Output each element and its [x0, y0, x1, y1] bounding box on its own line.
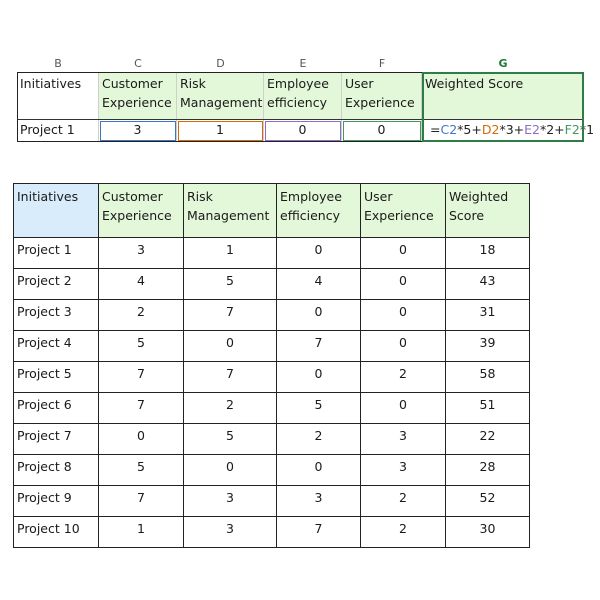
table-row [14, 455, 530, 486]
score-cell: 2 [361, 486, 446, 517]
table-header-row [14, 184, 530, 238]
table-header-cell: Weighted Score [446, 184, 530, 238]
column-letter-g[interactable]: G [498, 57, 508, 70]
score-cell: 5 [184, 424, 277, 455]
score-cell: 0 [184, 455, 277, 486]
score-cell: 2 [361, 362, 446, 393]
score-cell: 1 [184, 238, 277, 269]
weighted-score-cell: 31 [446, 300, 530, 331]
snippet-cell[interactable]: 1 [177, 120, 264, 142]
table-header-cell: Initiatives [14, 184, 99, 238]
score-cell: 7 [184, 362, 277, 393]
weighted-score-cell: 39 [446, 331, 530, 362]
score-cell: 4 [99, 269, 184, 300]
score-cell: 2 [184, 393, 277, 424]
table-row [14, 424, 530, 455]
table-row [14, 269, 530, 300]
initiative-name-cell: Project 3 [14, 300, 99, 331]
snippet-cell[interactable]: 0 [342, 120, 422, 142]
snippet-header-cell[interactable]: Initiatives [17, 72, 99, 120]
formula-ref-d2: D2 [481, 122, 500, 137]
column-letter-c[interactable]: C [134, 57, 142, 70]
initiative-name-cell: Project 9 [14, 486, 99, 517]
table-row [14, 393, 530, 424]
table-header-cell: Employee efficiency [277, 184, 361, 238]
initiative-name-cell: Project 2 [14, 269, 99, 300]
formula-operator: *1 [579, 122, 595, 137]
score-cell: 7 [277, 517, 361, 548]
initiative-name-cell: Project 10 [14, 517, 99, 548]
formula-operator: *2+ [539, 122, 565, 137]
weighted-score-cell: 58 [446, 362, 530, 393]
score-cell: 0 [277, 238, 361, 269]
spreadsheet-snippet [17, 72, 595, 142]
score-cell: 4 [277, 269, 361, 300]
score-cell: 2 [99, 300, 184, 331]
score-cell: 0 [277, 362, 361, 393]
score-cell: 5 [277, 393, 361, 424]
weighted-score-cell: 28 [446, 455, 530, 486]
table-header-cell: Customer Experience [99, 184, 184, 238]
snippet-cell[interactable]: Project 1 [17, 120, 99, 142]
score-cell: 7 [99, 362, 184, 393]
snippet-cell[interactable]: 0 [264, 120, 342, 142]
table-row [14, 517, 530, 548]
weighted-score-cell: 43 [446, 269, 530, 300]
score-cell: 3 [361, 455, 446, 486]
formula-operator: *5+ [457, 122, 482, 137]
weighted-score-cell: 18 [446, 238, 530, 269]
score-cell: 0 [277, 300, 361, 331]
score-cell: 3 [277, 486, 361, 517]
table-header-cell: Risk Management [184, 184, 277, 238]
score-cell: 5 [99, 455, 184, 486]
score-cell: 3 [184, 517, 277, 548]
score-cell: 0 [361, 393, 446, 424]
formula-ref-c2: C2 [440, 122, 458, 137]
weighted-score-cell: 30 [446, 517, 530, 548]
table-row [14, 238, 530, 269]
initiative-name-cell: Project 8 [14, 455, 99, 486]
score-cell: 0 [184, 331, 277, 362]
table-row [14, 331, 530, 362]
table-row [14, 486, 530, 517]
formula-ref-e2: E2 [524, 122, 540, 137]
snippet-header-cell[interactable]: Employee efficiency [264, 72, 342, 120]
weighted-score-cell: 51 [446, 393, 530, 424]
score-cell: 0 [361, 300, 446, 331]
score-cell: 0 [361, 331, 446, 362]
column-letter-f[interactable]: F [378, 57, 386, 70]
table-header-cell: User Experience [361, 184, 446, 238]
initiative-name-cell: Project 1 [14, 238, 99, 269]
formula-prefix: = [430, 122, 441, 137]
score-cell: 3 [184, 486, 277, 517]
initiative-name-cell: Project 4 [14, 331, 99, 362]
snippet-header-cell[interactable]: User Experience [342, 72, 422, 120]
score-cell: 7 [99, 393, 184, 424]
score-cell: 5 [184, 269, 277, 300]
score-cell: 3 [361, 424, 446, 455]
score-cell: 7 [277, 331, 361, 362]
table-row [14, 300, 530, 331]
score-cell: 0 [277, 455, 361, 486]
formula-ref-f2: F2 [564, 122, 580, 137]
weighted-score-cell: 22 [446, 424, 530, 455]
initiative-name-cell: Project 5 [14, 362, 99, 393]
weighted-score-cell: 52 [446, 486, 530, 517]
snippet-cell[interactable]: 3 [99, 120, 177, 142]
score-cell: 2 [361, 517, 446, 548]
weighted-score-table [13, 183, 530, 548]
score-cell: 3 [99, 238, 184, 269]
score-cell: 7 [184, 300, 277, 331]
score-cell: 2 [277, 424, 361, 455]
column-letter-b[interactable]: B [54, 57, 62, 70]
table-row [14, 362, 530, 393]
score-cell: 5 [99, 331, 184, 362]
formula-operator: *3+ [499, 122, 525, 137]
score-cell: 0 [99, 424, 184, 455]
initiative-name-cell: Project 7 [14, 424, 99, 455]
snippet-header-cell[interactable]: Customer Experience [99, 72, 177, 120]
formula-cell[interactable] [422, 120, 595, 142]
score-cell: 0 [361, 238, 446, 269]
score-cell: 7 [99, 486, 184, 517]
score-cell: 1 [99, 517, 184, 548]
initiative-name-cell: Project 6 [14, 393, 99, 424]
column-letter-e[interactable]: E [299, 57, 307, 70]
score-cell: 0 [361, 269, 446, 300]
snippet-header-cell[interactable]: Weighted Score [422, 72, 584, 120]
column-letter-d[interactable]: D [216, 57, 225, 70]
snippet-header-cell[interactable]: Risk Management [177, 72, 264, 120]
